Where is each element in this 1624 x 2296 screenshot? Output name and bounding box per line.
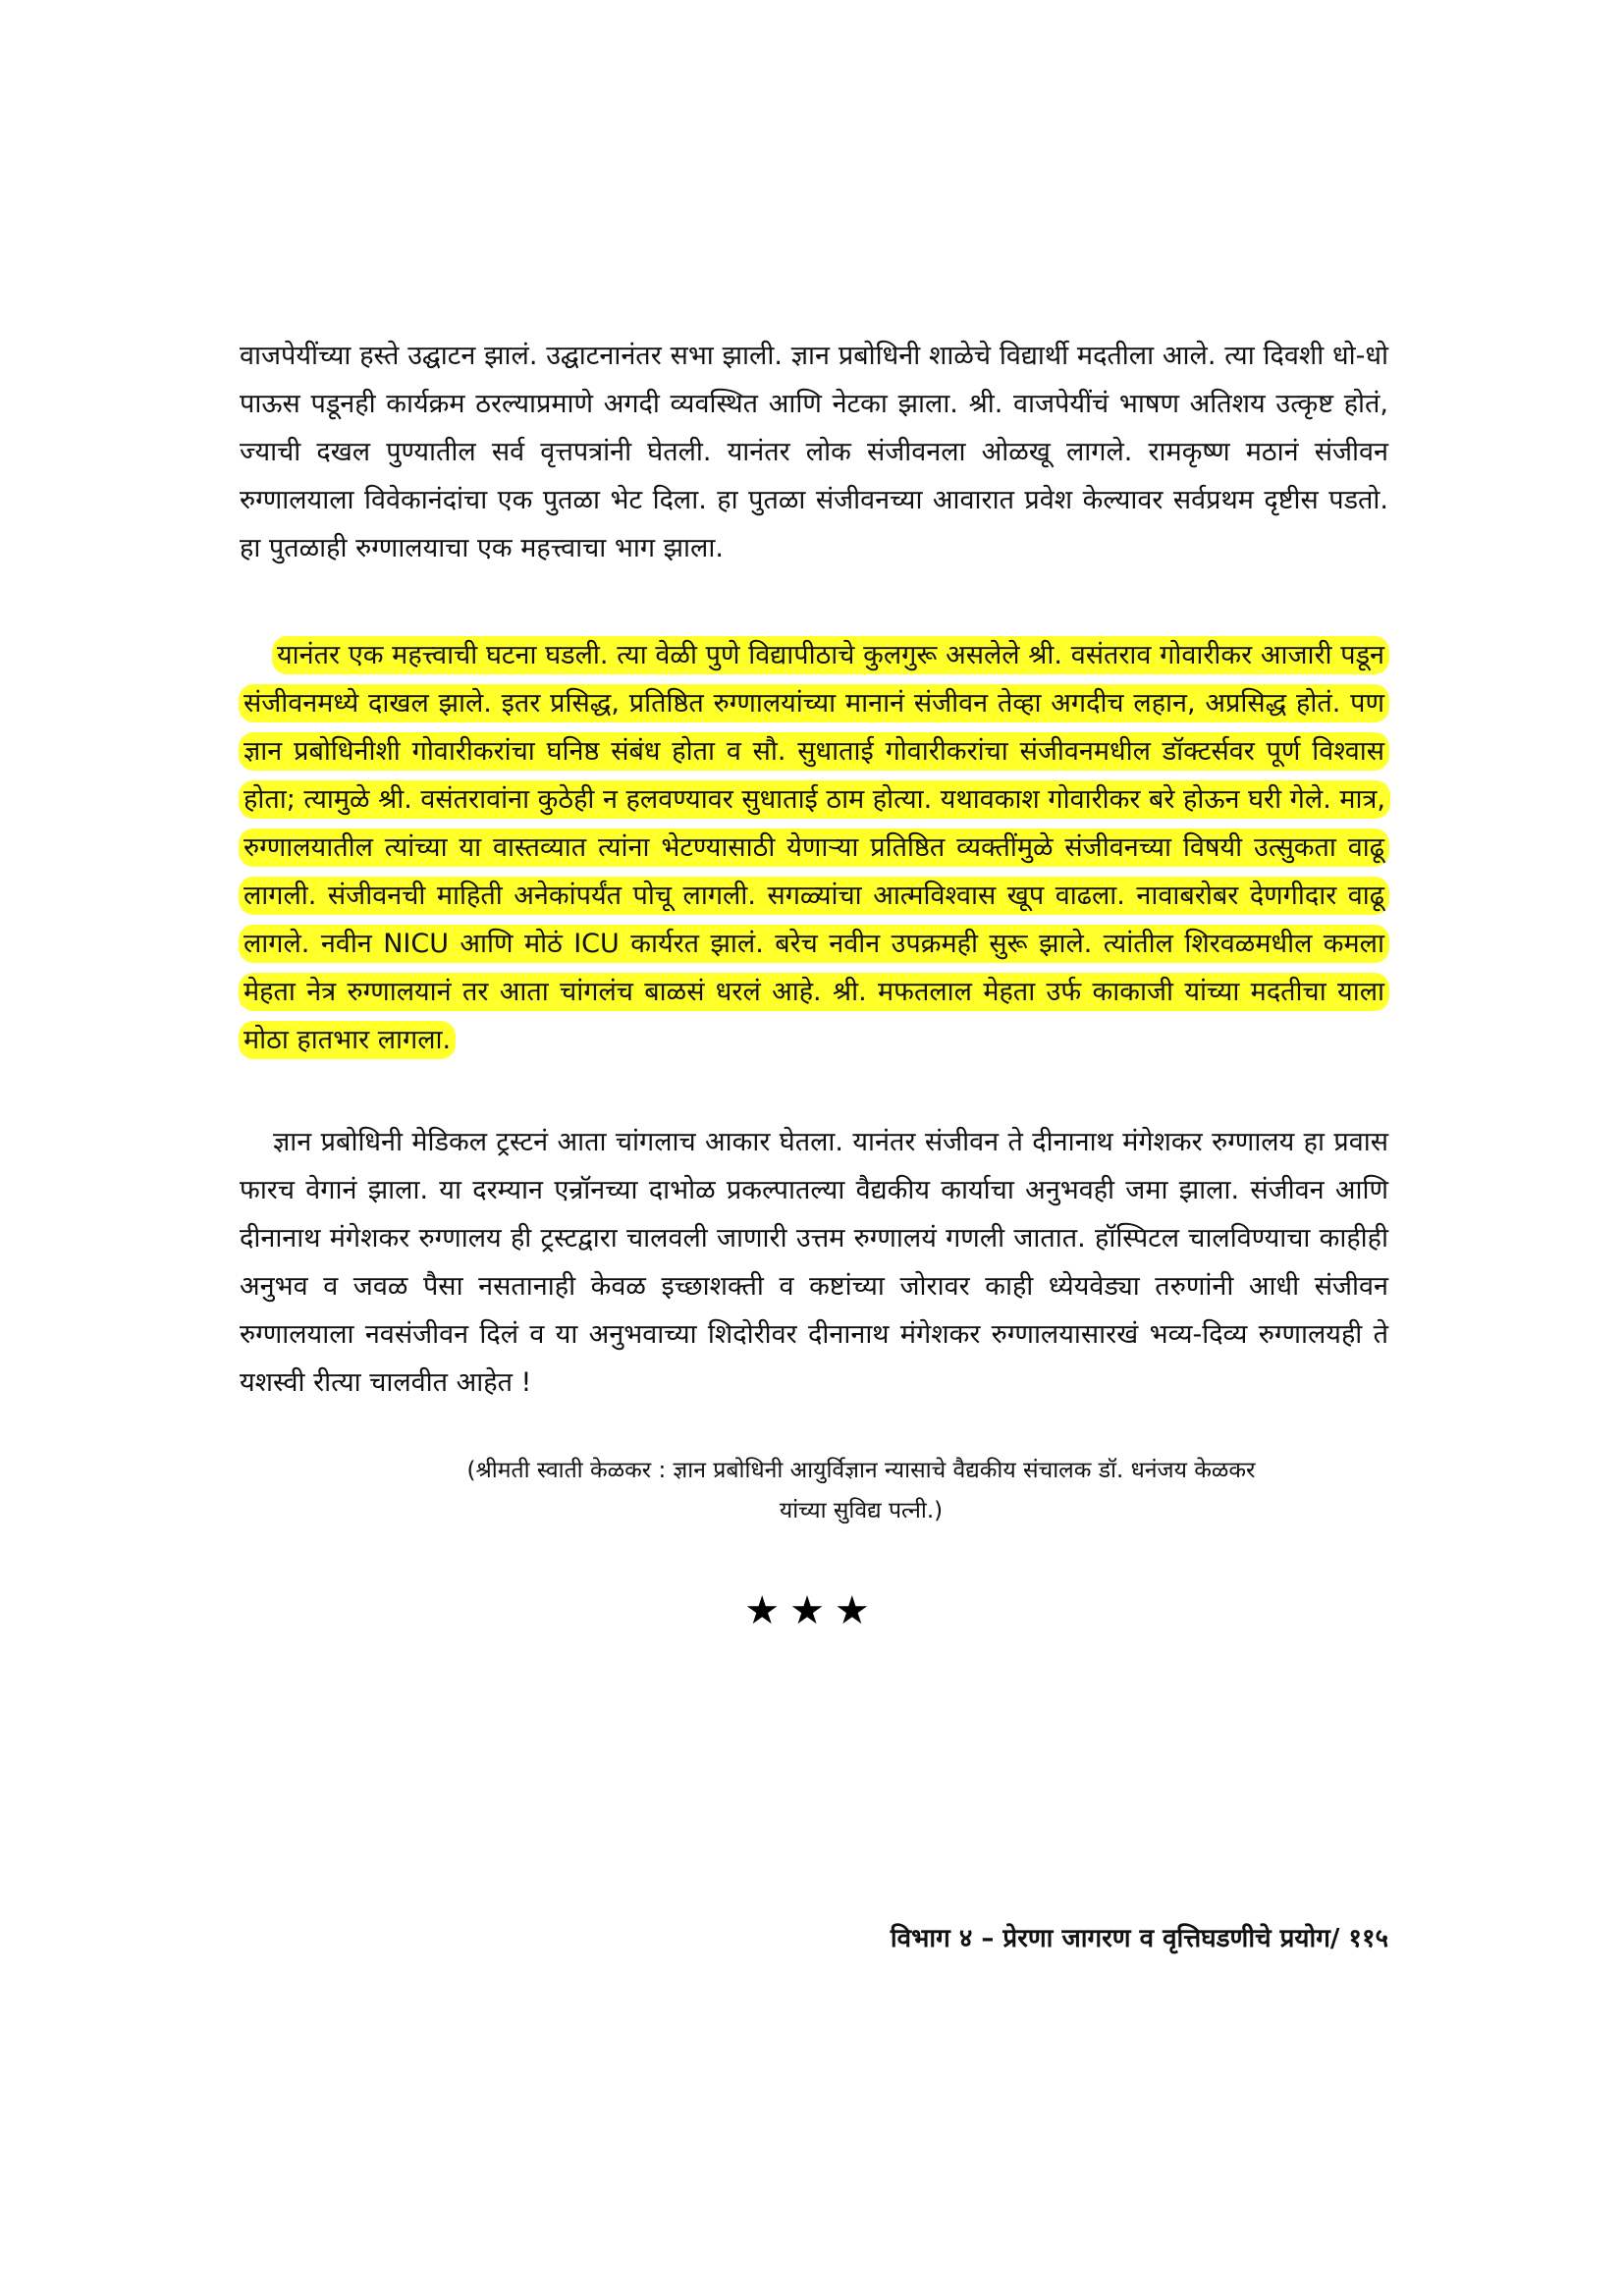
attribution-line-2: यांच्या सुविद्य पत्नी.)	[779, 1498, 944, 1523]
paragraph-2-highlighted	[240, 631, 1388, 1064]
star-separator: ★★★	[744, 1588, 880, 1633]
author-attribution	[334, 1451, 1388, 1531]
paragraph-1-text: वाजपेयींच्या हस्ते उद्घाटन झालं. उद्घाटनानंतर सभा झाली. ज्ञान प्रबोधिनी शाळेचे विद्यार्थी मदतीला आले. त्या दिवशी धो-धो पाऊस पडूनही कार्यक्रम ठरल्याप्रमाणे अगदी व्यवस्थित आणि नेटका झाला. श्री. वाजपेयींचं भाषण अतिशय उत्कृष्ट होतं, ज्याची दखल पुण्यातील सर्व वृत्तपत्रांनी घेतली. यानंतर लोक संजीवनला ओळखू लागले. रामकृष्ण मठानं संजीवन रुग्णालयाला विवेकानंदांचा एक पुतळा भेट दिला. हा पुतळा संजीवनच्या आवारात प्रवेश केल्यावर सर्वप्रथम दृष्टीस पडतो. हा पुतळाही रुग्णालयाचा एक महत्त्वाचा भाग झाला.	[240, 341, 1388, 563]
paragraph-3-text: ज्ञान प्रबोधिनी मेडिकल ट्रस्टनं आता चांगलाच आकार घेतला. यानंतर संजीवन ते दीनानाथ मंगेशकर रुग्णालय हा प्रवास फारच वेगानं झाला. या दरम्यान एन्रॉनच्या दाभोळ प्रकल्पातल्या वैद्यकीय कार्याचा अनुभवही जमा झाला. संजीवन आणि दीनानाथ मंगेशकर रुग्णालय ही ट्रस्टद्वारा चालवली जाणारी उत्तम रुग्णालयं गणली जातात. हॉस्पिटल चालविण्याचा काहीही अनुभव व जवळ पैसा नसतानाही केवळ इच्छाशक्ती व कष्टांच्या जोरावर काही ध्येयवेड्या तरुणांनी आधी संजीवन रुग्णालयाला नवसंजीवन दिलं व या अनुभवाच्या शिदोरीवर दीनानाथ मंगेशकर रुग्णालयासारखं भव्य-दिव्य रुग्णालयही ते यशस्वी रीत्या चालवीत आहेत !	[240, 1127, 1388, 1398]
page-footer: विभाग ४ – प्रेरणा जागरण व वृत्तिघडणीचे प्रयोग/ ११५	[890, 1924, 1388, 1953]
paragraph-1	[240, 332, 1388, 572]
highlighted-text: यानंतर एक महत्त्वाची घटना घडली. त्या वेळी पुणे विद्यापीठाचे कुलगुरू असलेले श्री. वसंतराव गोवारीकर आजारी पडून संजीवनमध्ये दाखल झाले. इतर प्रसिद्ध, प्रतिष्ठित रुग्णालयांच्या मानानं संजीवन तेव्हा अगदीच लहान, अप्रसिद्ध होतं. पण ज्ञान प्रबोधिनीशी गोवारीकरांचा घनिष्ठ संबंध होता व सौ. सुधाताई गोवारीकरांचा संजीवनमधील डॉक्टर्सवर पूर्ण विश्वास होता; त्यामुळे श्री. वसंतरावांना कुठेही न हलवण्यावर सुधाताई ठाम होत्या. यथावकाश गोवारीकर बरे होऊन घरी गेले. मात्र, रुग्णालयातील त्यांच्या या वास्तव्यात त्यांना भेटण्यासाठी येणाऱ्या प्रतिष्ठित व्यक्तींमुळे संजीवनच्या विषयी उत्सुकता वाढू लागली. संजीवनची माहिती अनेकांपर्यंत पोचू लागली. सगळ्यांचा आत्मविश्वास खूप वाढला. नावाबरोबर देणगीदार वाढू लागले. नवीन NICU आणि मोठं ICU कार्यरत झालं. बरेच नवीन उपक्रमही सुरू झाले. त्यांतील शिरवळमधील कमला मेहता नेत्र रुग्णालयानं तर आता चांगलंच बाळसं धरलं आहे. श्री. मफतलाल मेहता उर्फ काकाजी यांच्या मदतीचा याला मोठा हातभार लागला.	[240, 637, 1389, 1058]
attribution-line-1: (श्रीमती स्वाती केळकर : ज्ञान प्रबोधिनी आयुर्विज्ञान न्यासाचे वैद्यकीय संचालक डॉ. धनंजय केळकर	[466, 1458, 1256, 1483]
paragraph-3	[240, 1118, 1388, 1407]
